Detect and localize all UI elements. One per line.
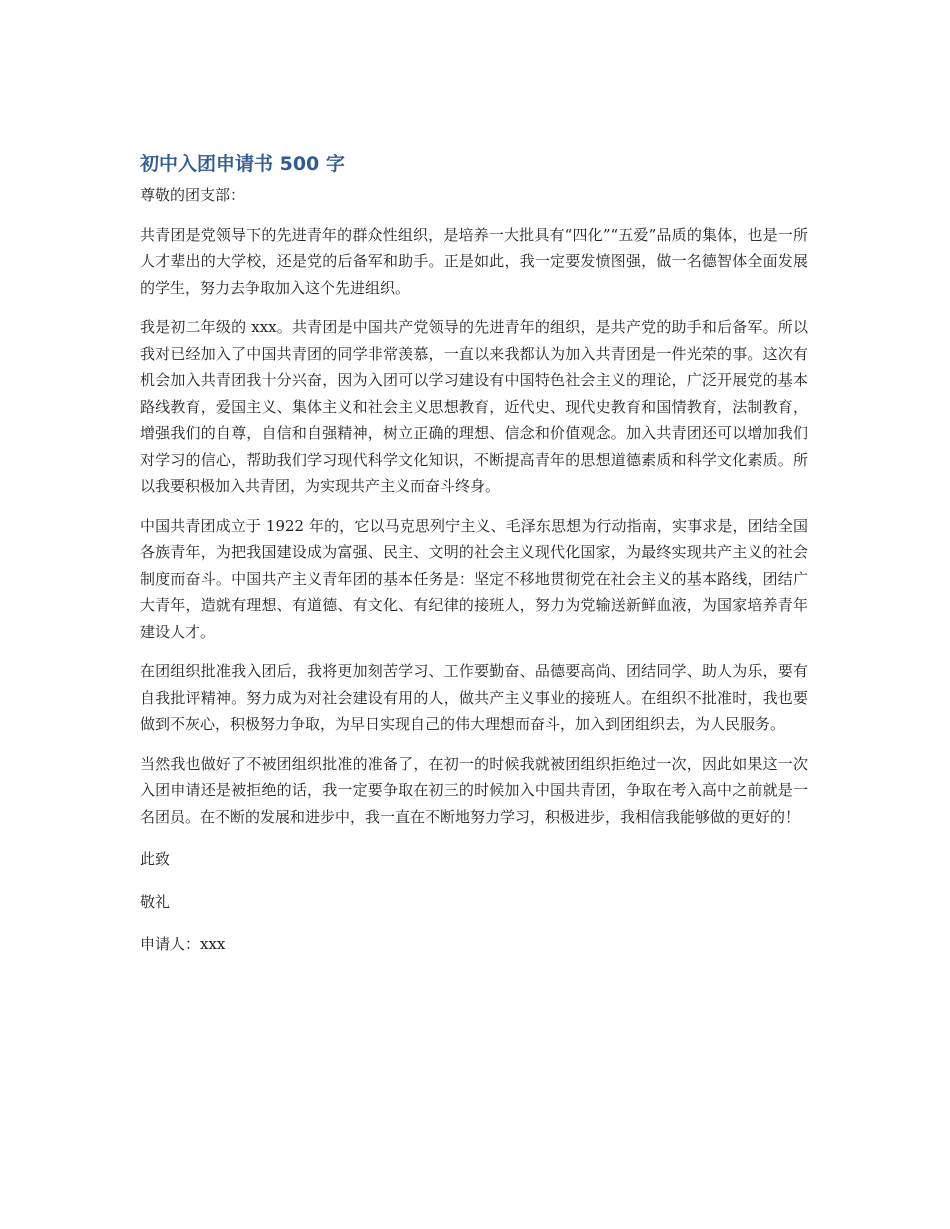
signature-line: 申请人：xxx xyxy=(140,935,226,953)
body-paragraph-5: 当然我也做好了不被团组织批准的准备了，在初一的时候我就被团组织拒绝过一次，因此如果这一次入团申请还是被拒绝的话，我一定要争取在初三的时候加入中国共青团，争取在考入高中之前就是一名团员。在不断的发展和进步中，我一直在不断地努力学习，积极进步，我相信我能够做的更好的！ xyxy=(140,754,808,826)
closing-line-cizhi: 此致 xyxy=(140,850,171,868)
body-paragraph-1: 共青团是党领导下的先进青年的群众性组织，是培养一大批具有“四化”“五爱”品质的集体，也是一所人才辈出的大学校，还是党的后备军和助手。正是如此，我一定要发愤图强，做一名德智体全面发展的学生，努力去争取加入这个先进组织。 xyxy=(140,225,808,297)
document-page xyxy=(140,150,808,958)
page-title: 初中入团申请书 500 字 xyxy=(140,153,345,175)
body-paragraph-3: 中国共青团成立于 1922 年的，它以马克思列宁主义、毛泽东思想为行动指南，实事求是，团结全国各族青年，为把我国建设成为富强、民主、文明的社会主义现代化国家，为最终实现共产主义的社会制度而奋斗。中国共产主义青年团的基本任务是：坚定不移地贯彻党在社会主义的基本路线，团结广大青年，造就有理想、有道德、有文化、有纪律的接班人，努力为党输送新鲜血液，为国家培养青年建设人才。 xyxy=(140,516,808,641)
closing-line-jingli: 敬礼 xyxy=(140,892,171,911)
salutation: 尊敬的团支部： xyxy=(140,186,246,204)
body-paragraph-2: 我是初二年级的 xxx。共青团是中国共产党领导的先进青年的组织，是共产党的助手和后备军。所以我对已经加入了中国共青团的同学非常羡慕，一直以来我都认为加入共青团是一件光荣的事。这次有机会加入共青团我十分兴奋，因为入团可以学习建设有中国特色社会主义的理论，广泛开展党的基本路线教育，爱国主义、集体主义和社会主义思想教育，近代史、现代史教育和国情教育，法制教育，增强我们的自尊，自信和自强精神，树立正确的理想、信念和价值观念。加入共青团还可以增加我们对学习的信心，帮助我们学习现代科学文化知识，不断提高青年的思想道德素质和科学文化素质。所以我要积极加入共青团，为实现共产主义而奋斗终身。 xyxy=(140,318,808,495)
body-paragraph-4: 在团组织批准我入团后，我将更加刻苦学习、工作要勤奋、品德要高尚、团结同学、助人为乐，要有自我批评精神。努力成为对社会建设有用的人，做共产主义事业的接班人。在组织不批准时，我也要做到不灰心，积极努力争取，为早日实现自己的伟大理想而奋斗，加入到团组织去，为人民服务。 xyxy=(140,662,808,733)
